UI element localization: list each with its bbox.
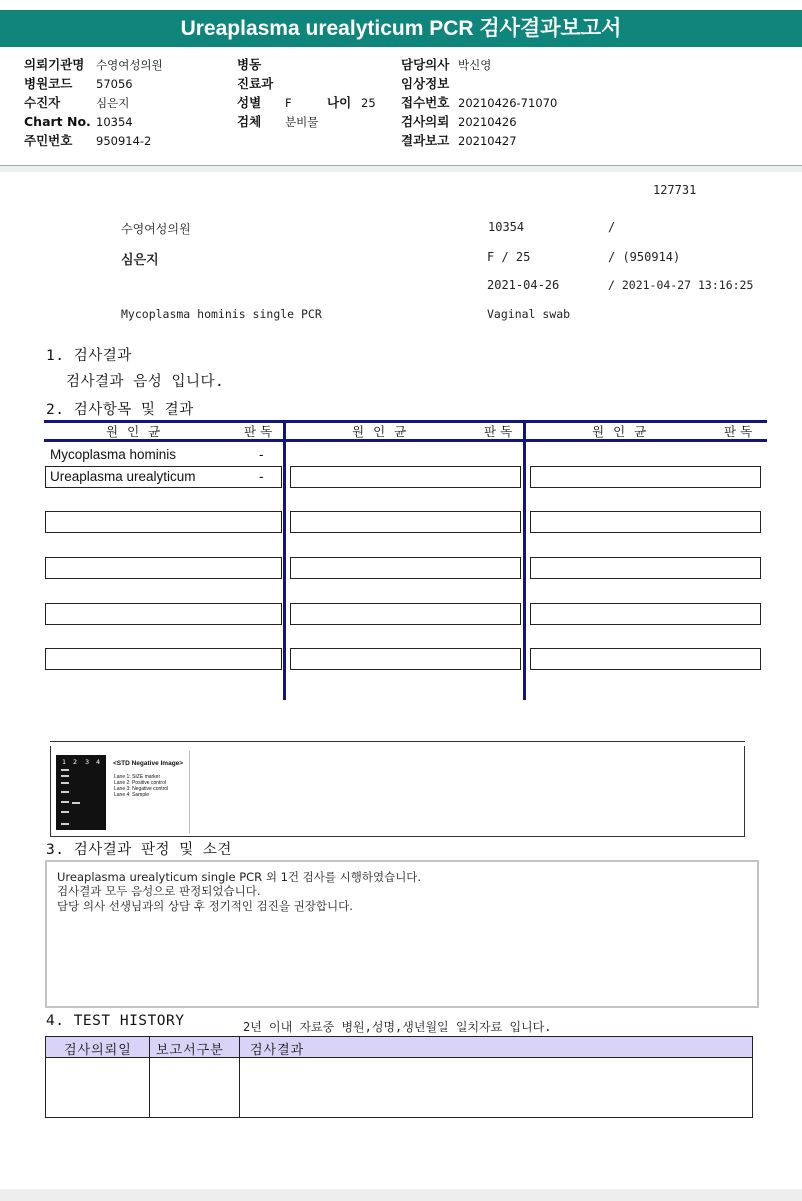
label-physician: 담당의사 bbox=[401, 57, 450, 72]
label-hospital-code: 병원코드 bbox=[24, 76, 73, 91]
gel-band bbox=[61, 775, 69, 777]
report-header bbox=[0, 0, 802, 166]
result-cell bbox=[530, 466, 761, 488]
section3-heading: 3. 검사결과 판정 및 소견 bbox=[46, 842, 232, 858]
result-cell bbox=[45, 648, 282, 670]
gel-lane-number: 2 bbox=[73, 758, 78, 766]
result-cell bbox=[45, 603, 282, 625]
label-department: 진료과 bbox=[237, 76, 274, 91]
label-specimen: 검체 bbox=[237, 114, 262, 129]
result-cell bbox=[530, 648, 761, 670]
opinion-line: 검사결과 모두 음성으로 판정되었습니다. bbox=[57, 884, 261, 898]
result-cell bbox=[290, 603, 521, 625]
value-sex: F bbox=[285, 96, 292, 110]
value-resident-no: 950914-2 bbox=[96, 134, 152, 148]
gel-band bbox=[61, 769, 69, 771]
gel-caption: <STD Negative Image> bbox=[113, 760, 184, 767]
info-id: / (950914) bbox=[608, 250, 681, 264]
value-chart-no: 10354 bbox=[96, 115, 133, 129]
value-age: 25 bbox=[361, 96, 376, 110]
value-physician: 박신영 bbox=[458, 58, 492, 72]
result-cell bbox=[290, 557, 521, 579]
gel-band bbox=[72, 802, 80, 804]
info-hospital: 수영여성의원 bbox=[121, 222, 191, 236]
history-table bbox=[45, 1036, 753, 1118]
gel-electrophoresis-image bbox=[56, 755, 106, 830]
col-organism-1: 원인균 bbox=[106, 424, 170, 439]
gel-lane-number: 1 bbox=[62, 758, 67, 766]
result-cell bbox=[530, 603, 761, 625]
info-slash: / bbox=[608, 220, 616, 234]
label-clinical-info: 임상정보 bbox=[401, 76, 450, 91]
value-specimen: 분비물 bbox=[285, 115, 319, 129]
info-test-name: Mycoplasma hominis single PCR bbox=[121, 307, 322, 321]
col-judgement-3: 판독 bbox=[724, 424, 757, 439]
gel-legend-item: Lane 3: Negative control bbox=[114, 786, 169, 792]
result-row-value: - bbox=[259, 447, 264, 462]
header-col-1 bbox=[24, 55, 163, 150]
history-note: 2년 이내 자료중 병원,성명,생년월일 일치자료 입니다. bbox=[243, 1020, 552, 1034]
info-specimen: Vaginal swab bbox=[487, 307, 571, 321]
opinion-line: 담당 의사 선생님과의 상담 후 정기적인 검진을 권장합니다. bbox=[57, 899, 353, 913]
section1-result: 검사결과 음성 입니다. bbox=[66, 374, 225, 390]
header-separator bbox=[0, 166, 802, 172]
history-col-divider bbox=[149, 1037, 150, 1117]
result-row-name: Mycoplasma hominis bbox=[50, 447, 177, 462]
result-cell bbox=[290, 511, 521, 533]
gel-band bbox=[61, 791, 69, 793]
gel-lane-number: 3 bbox=[85, 758, 90, 766]
result-cell bbox=[530, 557, 761, 579]
section2-heading: 2. 검사항목 및 결과 bbox=[46, 402, 194, 418]
history-col-divider bbox=[239, 1037, 240, 1117]
result-cell bbox=[45, 557, 282, 579]
gel-legend-item: Lane 2: Positive control bbox=[114, 780, 166, 786]
value-requesting-institution: 수영여성의원 bbox=[96, 58, 163, 72]
label-receipt-no: 접수번호 bbox=[401, 95, 450, 110]
gel-band bbox=[61, 823, 69, 825]
value-patient: 심은지 bbox=[96, 96, 130, 110]
history-table-header bbox=[46, 1037, 752, 1058]
result-row-name: Ureaplasma urealyticum bbox=[50, 469, 196, 484]
gel-legend-item: Lane 1: SIZE marker bbox=[114, 774, 161, 780]
value-report-date: 20210427 bbox=[458, 134, 517, 148]
gel-divider bbox=[189, 751, 190, 833]
page-bottom-band bbox=[0, 1189, 802, 1201]
label-age: 나이 bbox=[327, 95, 352, 110]
grid-col-divider-1 bbox=[283, 420, 286, 700]
report-title: Ureaplasma urealyticum PCR 검사결과보고서 bbox=[0, 10, 802, 47]
label-requesting-institution: 의뢰기관명 bbox=[24, 57, 85, 72]
gel-band bbox=[61, 782, 69, 784]
opinion-line: Ureaplasma urealyticum single PCR 외 1건 검사를 시행하였습니다. bbox=[57, 870, 422, 884]
label-patient: 수진자 bbox=[24, 95, 61, 110]
col-judgement-1: 판독 bbox=[244, 424, 277, 439]
history-col-report-type: 보고서구분 bbox=[156, 1043, 224, 1058]
label-resident-no: 주민번호 bbox=[24, 133, 73, 148]
info-request-date: 2021-04-26 bbox=[487, 278, 560, 292]
label-sex: 성별 bbox=[237, 95, 262, 110]
info-sex-age: F / 25 bbox=[487, 250, 531, 264]
col-judgement-2: 판독 bbox=[484, 424, 517, 439]
col-organism-3: 원인균 bbox=[592, 424, 656, 439]
section4-heading: 4. TEST HISTORY bbox=[46, 1013, 185, 1029]
result-cell bbox=[290, 466, 521, 488]
gel-top-rule bbox=[50, 741, 745, 742]
value-receipt-no: 20210426-71070 bbox=[458, 96, 558, 110]
header-col-3 bbox=[401, 55, 557, 150]
history-col-request-date: 검사의뢰일 bbox=[64, 1043, 132, 1058]
gel-lane-number: 4 bbox=[96, 758, 101, 766]
label-report-date: 결과보고 bbox=[401, 133, 450, 148]
label-ward: 병동 bbox=[237, 57, 262, 72]
result-cell bbox=[290, 648, 521, 670]
info-patient: 심은지 bbox=[121, 253, 159, 268]
history-col-result: 검사결과 bbox=[250, 1043, 305, 1058]
label-chart-no: Chart No. bbox=[24, 114, 91, 129]
result-cell bbox=[45, 511, 282, 533]
section1-heading: 1. 검사결과 bbox=[46, 348, 132, 364]
result-row-value: - bbox=[259, 469, 264, 484]
value-hospital-code: 57056 bbox=[96, 77, 133, 91]
gel-band bbox=[61, 811, 69, 813]
gel-band bbox=[61, 801, 69, 803]
info-chart-no: 10354 bbox=[488, 220, 525, 234]
label-request-date: 검사의뢰 bbox=[401, 114, 450, 129]
info-report-date: / 2021-04-27 13:16:25 bbox=[608, 278, 754, 292]
header-col-2 bbox=[237, 55, 376, 131]
report-code: 127731 bbox=[653, 183, 697, 197]
value-request-date: 20210426 bbox=[458, 115, 517, 129]
col-organism-2: 원인균 bbox=[352, 424, 416, 439]
gel-legend-item: Lane 4: Sample bbox=[114, 792, 150, 798]
result-cell bbox=[530, 511, 761, 533]
grid-col-divider-2 bbox=[523, 420, 526, 700]
opinion-box bbox=[45, 860, 759, 1008]
